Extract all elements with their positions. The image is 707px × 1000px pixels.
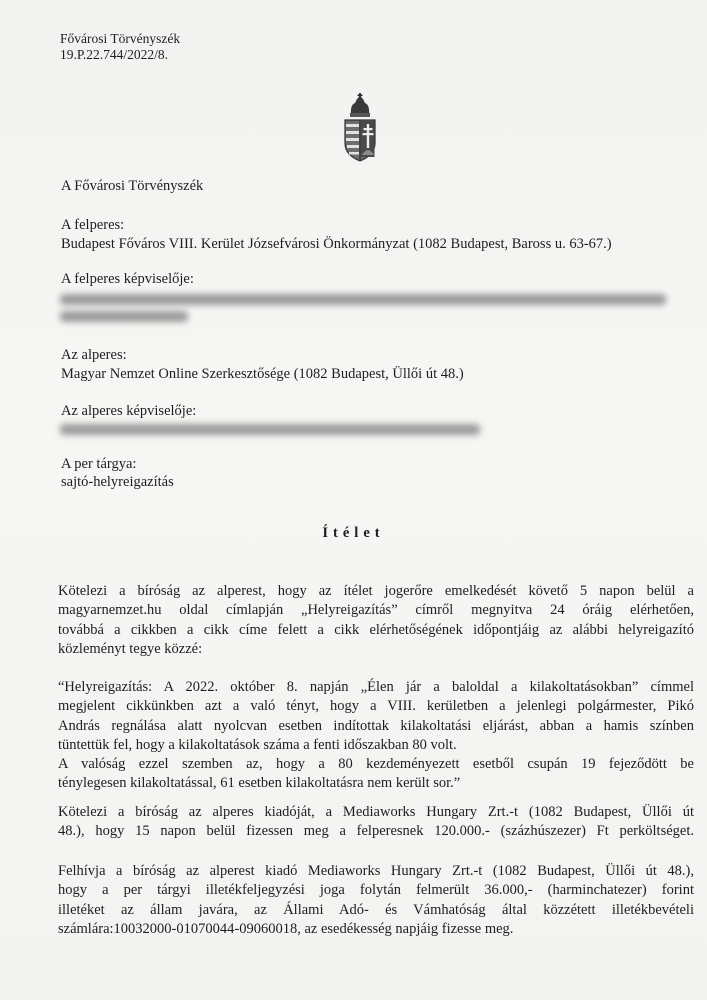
correction-notice-paragraph: [58, 678, 694, 794]
paragraph-line: ténylegesen kilakoltatással, 61 esetben kilakoltatásra nem került sor.”: [58, 775, 461, 792]
paragraph-line: Kötelezi a bíróság az alperest, hogy az ítélet jogerőre emelkedését követő 5 napon belül a: [58, 583, 694, 599]
paragraph-line: megjelent cikkünkben azt a való tényt, hogy a VIII. kerületben a jelenlegi polgármester, Pikó: [58, 698, 694, 715]
hungarian-coat-of-arms-icon: [341, 93, 379, 163]
paragraph-line: 48.), hogy 15 napon belül fizessen meg a felperesnek 120.000.- (százhúszezer) Ft perköltséget.: [58, 823, 694, 840]
paragraph-line: számlára:10032000-01070044-09060018, az esedékesség napjáig fizesse meg.: [58, 920, 514, 937]
paragraph-line: Kötelezi a bíróság az alperes kiadóját, a Mediaworks Hungary Zrt.-t (1082 Budapest, Üllői út: [58, 804, 694, 820]
redacted-plaintiff-representative: [60, 311, 188, 322]
judgment-paragraph-fees: [58, 862, 694, 939]
subject-value: sajtó-helyreigazítás: [61, 474, 174, 490]
redacted-plaintiff-representative: [60, 294, 666, 305]
court-name: A Fővárosi Törvényszék: [61, 178, 204, 194]
judgment-paragraph-1: [58, 582, 694, 659]
paragraph-line: közleményt tegye közzé:: [58, 640, 203, 657]
judgment-paragraph-costs: [58, 803, 694, 842]
paragraph-line: továbbá a cikkben a cikk címe felett a cikk elérhetőségének időpontjáig az alábbi helyreigazító: [58, 621, 694, 638]
redacted-defendant-representative: [60, 424, 480, 435]
plaintiff-representative-label: A felperes képviselője:: [61, 271, 194, 287]
plaintiff-label: A felperes:: [61, 217, 125, 233]
paragraph-line: “Helyreigazítás: A 2022. október 8. napján „Élen jár a baloldal a kilakoltatásokban” címmel: [58, 679, 694, 695]
defendant-name: Magyar Nemzet Online Szerkesztősége (1082 Budapest, Üllői út 48.): [61, 366, 464, 382]
header-court-name: Fővárosi Törvényszék: [60, 31, 181, 46]
paragraph-line: tüntettük fel, hogy a kilakoltatások száma a fenti időszakban 80 volt.: [58, 736, 457, 753]
paragraph-line: illetéket az állam javára, az Állami Adó- és Vámhatóság által közzétett illetékbevételi: [58, 901, 694, 918]
defendant-label: Az alperes:: [61, 347, 127, 363]
defendant-representative-label: Az alperes képviselője:: [61, 403, 197, 419]
paragraph-line: hogy a per tárgyi illetékfeljegyzési joga folytán felmerült 36.000,- (harminchatezer) forint: [58, 882, 694, 899]
paragraph-line: magyarnemzet.hu oldal címlapján „Helyreigazítás” címről megnyitva 24 óráig elérhetően,: [58, 602, 694, 619]
judgment-title: Ítélet: [322, 525, 385, 541]
paragraph-line: A valóság ezzel szemben az, hogy a 80 kezdeményezett esetből csupán 19 fejeződött be: [58, 756, 694, 773]
plaintiff-name: Budapest Főváros VIII. Kerület Józsefvárosi Önkormányzat (1082 Budapest, Baross u. 63-67.): [61, 236, 612, 252]
paragraph-line: Felhívja a bíróság az alperest kiadó Mediaworks Hungary Zrt.-t (1082 Budapest, Üllői út 48.),: [58, 863, 694, 879]
paragraph-line: András regnálása alatt nyolcvan esetben indítottak kilakoltatási eljárást, abban a hamis színben: [58, 717, 694, 734]
header-block: [60, 31, 180, 63]
subject-label: A per tárgya:: [61, 456, 137, 472]
case-number: 19.P.22.744/2022/8.: [60, 47, 169, 62]
